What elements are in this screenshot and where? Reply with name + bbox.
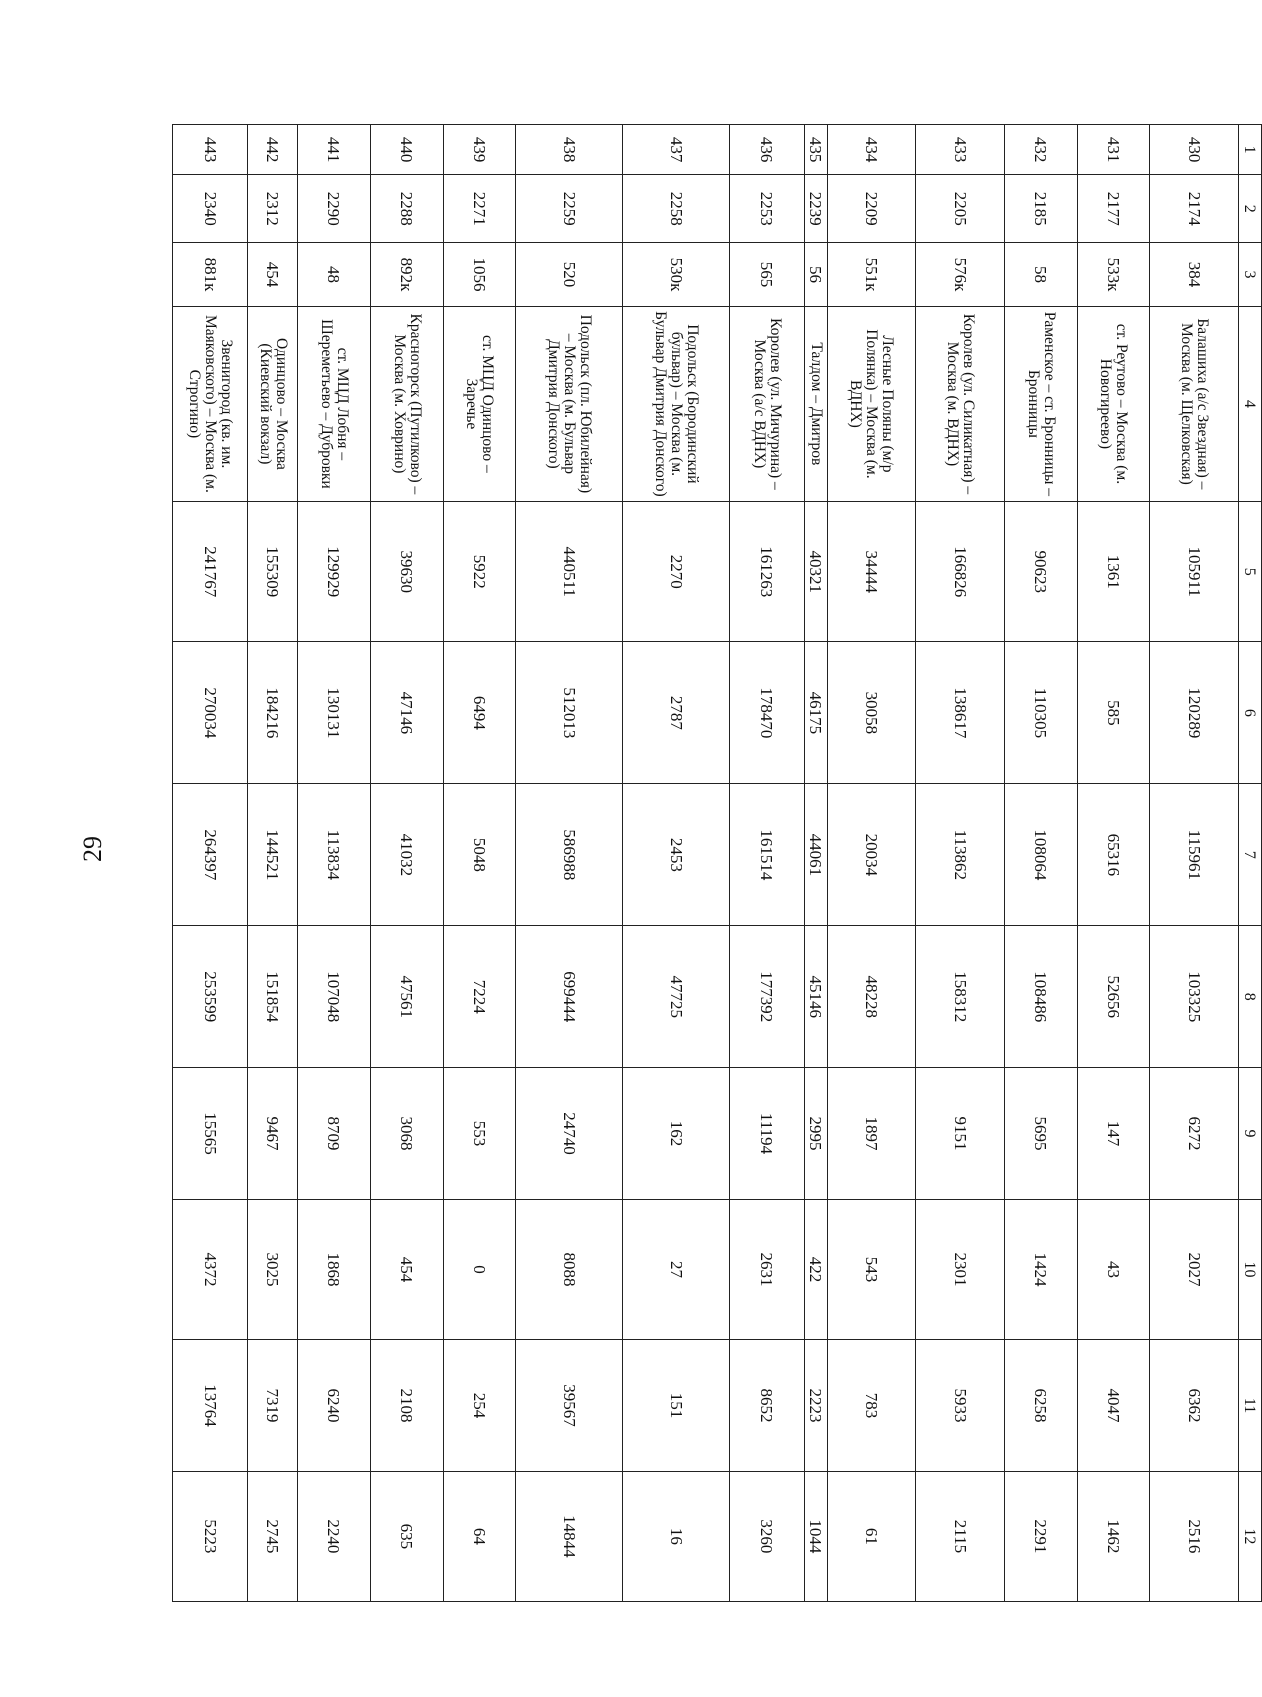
table-cell: 2290 <box>298 175 371 243</box>
table-cell: 264397 <box>173 784 248 926</box>
table-cell: 40321 <box>804 501 827 641</box>
table-cell: 2177 <box>1077 175 1150 243</box>
table-cell: 434 <box>827 125 916 175</box>
table-cell: 553 <box>443 1068 516 1200</box>
table-cell: 440511 <box>516 501 623 641</box>
table-cell: 2240 <box>298 1471 371 1601</box>
table-cell: 2259 <box>516 175 623 243</box>
table-cell: 2209 <box>827 175 916 243</box>
table-cell: 161514 <box>729 784 804 926</box>
table-cell: 2516 <box>1150 1471 1239 1601</box>
column-header-8: 8 <box>1239 926 1262 1068</box>
column-header-2: 2 <box>1239 175 1262 243</box>
table-cell: 6362 <box>1150 1340 1239 1472</box>
table-cell: 254 <box>443 1340 516 1472</box>
table-cell: 138617 <box>916 642 1005 784</box>
table-cell: 422 <box>804 1199 827 1339</box>
table-row <box>1150 125 1239 1602</box>
table-cell: 61 <box>827 1471 916 1601</box>
table-cell: 441 <box>298 125 371 175</box>
table-cell: 155309 <box>248 501 298 641</box>
column-header-10: 10 <box>1239 1199 1262 1339</box>
table-cell: 586988 <box>516 784 623 926</box>
table-cell: 437 <box>623 125 730 175</box>
table-row <box>443 125 516 1602</box>
table-cell: 34444 <box>827 501 916 641</box>
table-cell: 41032 <box>370 784 443 926</box>
table-cell: 52656 <box>1077 926 1150 1068</box>
data-table-container <box>172 124 1262 1602</box>
table-cell: 1056 <box>443 243 516 307</box>
table-row <box>516 125 623 1602</box>
table-cell: 533к <box>1077 243 1150 307</box>
table-cell: 144521 <box>248 784 298 926</box>
table-cell: 2271 <box>443 175 516 243</box>
table-cell: 2291 <box>1004 1471 1077 1601</box>
table-cell: 113862 <box>916 784 1005 926</box>
table-cell: 443 <box>173 125 248 175</box>
table-cell: 47146 <box>370 642 443 784</box>
table-header-row <box>1239 125 1262 1602</box>
table-row <box>370 125 443 1602</box>
route-cell: Лесные Поляны (м/р Полянка) – Москва (м. ВДНХ) <box>827 306 916 501</box>
table-cell: 45146 <box>804 926 827 1068</box>
table-cell: 6494 <box>443 642 516 784</box>
table-cell: 241767 <box>173 501 248 641</box>
table-cell: 432 <box>1004 125 1077 175</box>
table-cell: 107048 <box>298 926 371 1068</box>
table-cell: 384 <box>1150 243 1239 307</box>
table-cell: 8709 <box>298 1068 371 1200</box>
table-cell: 20034 <box>827 784 916 926</box>
table-cell: 2995 <box>804 1068 827 1200</box>
table-cell: 442 <box>248 125 298 175</box>
route-cell: ст. МЦД Лобня – Шереметьево – Дубровки <box>298 306 371 501</box>
table-row <box>298 125 371 1602</box>
table-cell: 151 <box>623 1340 730 1472</box>
table-cell: 783 <box>827 1340 916 1472</box>
table-cell: 1897 <box>827 1068 916 1200</box>
table-cell: 178470 <box>729 642 804 784</box>
table-cell: 438 <box>516 125 623 175</box>
table-cell: 881к <box>173 243 248 307</box>
data-table <box>172 124 1262 1602</box>
table-cell: 115961 <box>1150 784 1239 926</box>
route-cell: Подольск (Бородинский бульвар) – Москва (м. Бульвар Дмитрия Донского) <box>623 306 730 501</box>
table-cell: 530к <box>623 243 730 307</box>
route-cell: Красногорск (Путилково) – Москва (м. Ховрино) <box>370 306 443 501</box>
table-cell: 2239 <box>804 175 827 243</box>
table-cell: 5933 <box>916 1340 1005 1472</box>
table-cell: 177392 <box>729 926 804 1068</box>
route-cell: Звенигород (кв. им. Маяковского) – Москва (м. Строгино) <box>173 306 248 501</box>
table-cell: 16 <box>623 1471 730 1601</box>
route-cell: ст. МЦД Одинцово – Заречье <box>443 306 516 501</box>
table-cell: 9151 <box>916 1068 1005 1200</box>
table-cell: 585 <box>1077 642 1150 784</box>
table-cell: 1868 <box>298 1199 371 1339</box>
table-cell: 14844 <box>516 1471 623 1601</box>
route-cell: ст. Реутово – Москва (м. Новогиреево) <box>1077 306 1150 501</box>
table-cell: 24740 <box>516 1068 623 1200</box>
table-cell: 520 <box>516 243 623 307</box>
table-cell: 4372 <box>173 1199 248 1339</box>
table-cell: 2185 <box>1004 175 1077 243</box>
table-cell: 48 <box>298 243 371 307</box>
table-cell: 270034 <box>173 642 248 784</box>
table-row <box>173 125 248 1602</box>
table-cell: 5048 <box>443 784 516 926</box>
table-cell: 439 <box>443 125 516 175</box>
table-cell: 5223 <box>173 1471 248 1601</box>
table-cell: 1462 <box>1077 1471 1150 1601</box>
table-cell: 108486 <box>1004 926 1077 1068</box>
table-cell: 161263 <box>729 501 804 641</box>
table-row <box>729 125 804 1602</box>
table-cell: 11194 <box>729 1068 804 1200</box>
table-cell: 105911 <box>1150 501 1239 641</box>
table-cell: 2223 <box>804 1340 827 1472</box>
table-cell: 253599 <box>173 926 248 1068</box>
table-cell: 7224 <box>443 926 516 1068</box>
column-header-5: 5 <box>1239 501 1262 641</box>
route-cell: Балашиха (а/с Звездная) – Москва (м. Щелковская) <box>1150 306 1239 501</box>
table-cell: 454 <box>370 1199 443 1339</box>
table-row <box>1004 125 1077 1602</box>
table-cell: 44061 <box>804 784 827 926</box>
table-cell: 47725 <box>623 926 730 1068</box>
table-cell: 3025 <box>248 1199 298 1339</box>
table-cell: 430 <box>1150 125 1239 175</box>
table-cell: 39567 <box>516 1340 623 1472</box>
table-cell: 147 <box>1077 1068 1150 1200</box>
table-row <box>1077 125 1150 1602</box>
table-cell: 2205 <box>916 175 1005 243</box>
table-cell: 64 <box>443 1471 516 1601</box>
table-row <box>804 125 827 1602</box>
table-cell: 7319 <box>248 1340 298 1472</box>
table-cell: 512013 <box>516 642 623 784</box>
table-cell: 2787 <box>623 642 730 784</box>
table-cell: 6272 <box>1150 1068 1239 1200</box>
route-cell: Талдом – Дмитров <box>804 306 827 501</box>
table-cell: 565 <box>729 243 804 307</box>
table-cell: 48228 <box>827 926 916 1068</box>
table-row <box>827 125 916 1602</box>
column-header-11: 11 <box>1239 1340 1262 1472</box>
route-cell: Королев (ул. Силикатная) – Москва (м. ВДНХ) <box>916 306 1005 501</box>
table-cell: 162 <box>623 1068 730 1200</box>
table-cell: 2027 <box>1150 1199 1239 1339</box>
table-cell: 158312 <box>916 926 1005 1068</box>
table-cell: 1424 <box>1004 1199 1077 1339</box>
table-cell: 27 <box>623 1199 730 1339</box>
table-row <box>916 125 1005 1602</box>
table-cell: 576к <box>916 243 1005 307</box>
table-cell: 58 <box>1004 243 1077 307</box>
table-row <box>248 125 298 1602</box>
table-cell: 151854 <box>248 926 298 1068</box>
table-cell: 47561 <box>370 926 443 1068</box>
table-cell: 46175 <box>804 642 827 784</box>
table-cell: 2253 <box>729 175 804 243</box>
table-cell: 9467 <box>248 1068 298 1200</box>
table-cell: 184216 <box>248 642 298 784</box>
route-cell: Подольск (пл. Юбилейная) – Москва (м. Бульвар Дмитрия Донского) <box>516 306 623 501</box>
table-cell: 5922 <box>443 501 516 641</box>
route-cell: Одинцово – Москва (Киевский вокзал) <box>248 306 298 501</box>
table-cell: 90623 <box>1004 501 1077 641</box>
table-cell: 2108 <box>370 1340 443 1472</box>
table-cell: 2174 <box>1150 175 1239 243</box>
table-cell: 433 <box>916 125 1005 175</box>
table-cell: 3260 <box>729 1471 804 1601</box>
table-cell: 120289 <box>1150 642 1239 784</box>
table-cell: 699444 <box>516 926 623 1068</box>
table-cell: 13764 <box>173 1340 248 1472</box>
table-cell: 8088 <box>516 1199 623 1339</box>
table-cell: 3068 <box>370 1068 443 1200</box>
table-cell: 8652 <box>729 1340 804 1472</box>
column-header-3: 3 <box>1239 243 1262 307</box>
table-cell: 436 <box>729 125 804 175</box>
table-cell: 454 <box>248 243 298 307</box>
table-cell: 6258 <box>1004 1340 1077 1472</box>
table-cell: 15565 <box>173 1068 248 1200</box>
table-cell: 5695 <box>1004 1068 1077 1200</box>
table-cell: 65316 <box>1077 784 1150 926</box>
column-header-12: 12 <box>1239 1471 1262 1601</box>
column-header-9: 9 <box>1239 1068 1262 1200</box>
table-cell: 2258 <box>623 175 730 243</box>
table-cell: 108064 <box>1004 784 1077 926</box>
table-cell: 6240 <box>298 1340 371 1472</box>
page-number: 29 <box>78 836 107 862</box>
table-cell: 551к <box>827 243 916 307</box>
table-cell: 103325 <box>1150 926 1239 1068</box>
table-cell: 1361 <box>1077 501 1150 641</box>
route-cell: Королев (ул. Мичурина) – Москва (а/с ВДНХ) <box>729 306 804 501</box>
table-body <box>173 125 1239 1602</box>
table-cell: 2312 <box>248 175 298 243</box>
column-header-4: 4 <box>1239 306 1262 501</box>
table-cell: 0 <box>443 1199 516 1339</box>
table-cell: 39630 <box>370 501 443 641</box>
table-cell: 1044 <box>804 1471 827 1601</box>
table-cell: 166826 <box>916 501 1005 641</box>
table-row <box>623 125 730 1602</box>
table-cell: 113834 <box>298 784 371 926</box>
column-header-6: 6 <box>1239 642 1262 784</box>
table-cell: 431 <box>1077 125 1150 175</box>
table-cell: 110305 <box>1004 642 1077 784</box>
table-cell: 543 <box>827 1199 916 1339</box>
table-cell: 30058 <box>827 642 916 784</box>
table-cell: 2270 <box>623 501 730 641</box>
table-cell: 56 <box>804 243 827 307</box>
table-cell: 130131 <box>298 642 371 784</box>
table-cell: 129929 <box>298 501 371 641</box>
column-header-7: 7 <box>1239 784 1262 926</box>
table-cell: 435 <box>804 125 827 175</box>
table-cell: 4047 <box>1077 1340 1150 1472</box>
table-cell: 2115 <box>916 1471 1005 1601</box>
route-cell: Раменское – ст. Бронницы – Бронницы <box>1004 306 1077 501</box>
table-cell: 43 <box>1077 1199 1150 1339</box>
table-cell: 2288 <box>370 175 443 243</box>
table-cell: 2453 <box>623 784 730 926</box>
table-cell: 2301 <box>916 1199 1005 1339</box>
table-cell: 635 <box>370 1471 443 1601</box>
table-cell: 440 <box>370 125 443 175</box>
table-cell: 2631 <box>729 1199 804 1339</box>
table-cell: 2340 <box>173 175 248 243</box>
column-header-1: 1 <box>1239 125 1262 175</box>
table-cell: 2745 <box>248 1471 298 1601</box>
table-cell: 892к <box>370 243 443 307</box>
